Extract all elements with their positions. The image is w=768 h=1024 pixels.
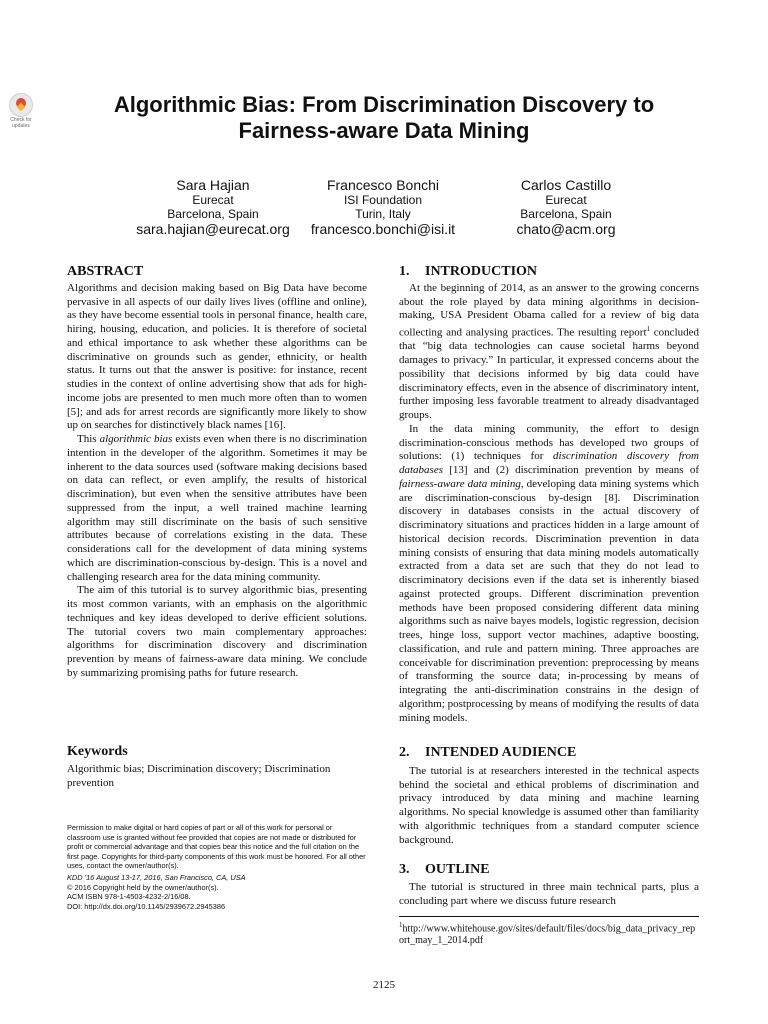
author-block-2 <box>290 177 476 237</box>
abstract-paragraph-1: Algorithms and decision making based on Big Data have become pervasive in all aspects of our daily lives lives (offline and online), as they have become essential tools in personal finance, health care, hiring, housing, education, and policies. It is therefore of societal and ethical importance to ask whether these algorithms can be discriminative on grounds such as gender, ethnicity, or health status. It turns out that the answer is positive: for instance, recent studies in the context of online advertising show that ads for high-income jobs are presented to men much more often than to women [5]; and ads for arrest records are significantly more likely to show up on searches for distinctively black names [16]. <box>67 281 367 432</box>
intended-audience-text: The tutorial is at researchers interested in the technical aspects behind the societal and ethical problems of discrimination and privacy introduced by data mining and machine learning algorithms. No special knowledge is assumed other than familiarity with algorithmic techniques from a standard computer science background. <box>399 764 699 846</box>
author-location: Barcelona, Spain <box>520 207 612 221</box>
left-column <box>67 265 367 681</box>
footnote <box>399 916 699 947</box>
author-org: Eurecat <box>192 193 234 207</box>
abstract-heading: ABSTRACT <box>67 264 144 279</box>
outline-section <box>399 863 699 908</box>
outline-heading: 3. OUTLINE <box>399 862 490 877</box>
badge-label: Check for updates <box>10 117 32 129</box>
intro-paragraph-2: In the data mining community, the effort to design discrimination-conscious methods has developed two groups of solutions: (1) techniques for discrimination discovery from databases [13] and (2) discrimination prevention by means of fairness-aware data mining, developing data mining systems which are discrimination-conscious by-design [8]. Discrimination discovery in databases consists in the actual discovery of discriminatory situations and practices hidden in a large amount of historical decision records. Discrimination prevention in data mining consists of ensuring that data mining models automatically extracted from a data set are such that they do not lead to discriminatory decisions even if the data set is inherently biased against protected groups. Different discrimination prevention methods have been proposed considering different data mining algorithms such as naive bayes models, logistic regression, decision trees, hinge loss, support vector machines, adaptive boosting, classification, and rule and pattern mining. Three approaches are conceivable for discrimination prevention: preprocessing by means of transforming the source data; in-processing by means of integrating the anti-discrimination constrains in the design of algorithm; postprocessing by means of modifying the results of data mining models. <box>399 422 699 724</box>
keywords-section <box>67 745 367 790</box>
conference-info: KDD '16 August 13-17, 2016, San Francisco, CA, USA <box>67 872 246 882</box>
author-name: Sara Hajian <box>176 177 250 193</box>
outline-text: The tutorial is structured in three main technical parts, plus a concluding part where we discuss future research <box>399 880 699 907</box>
footnote-marker[interactable]: 1 <box>646 325 651 333</box>
isbn-line: ACM ISBN 978-1-4503-4232-2/16/08. <box>67 892 191 902</box>
author-org: ISI Foundation <box>343 193 423 207</box>
author-location: Turin, Italy <box>355 207 411 221</box>
footnote-number: 1 <box>399 921 403 929</box>
doi-link[interactable]: DOI: http://dx.doi.org/10.1145/2939672.2945386 <box>67 901 226 911</box>
keywords-heading: Keywords <box>67 744 128 759</box>
author-name: Carlos Castillo <box>520 177 612 193</box>
abstract-paragraph-2: This algorithmic bias exists even when there is no discrimination intention in the developer of the algorithm. Sometimes it may be inherent to the data sources used (software making decisions based on data can reflect, or even amplify, the results of historical discrimination), but even when the sensitive attributes have been suppressed from the input, a well trained machine learning algorithm may still discriminate on the basis of such sensitive attributes because of correlations existing in the data. These considerations call for the development of data mining systems which are discrimination-conscious by-design. This is a novel and challenging research area for the data mining community. <box>67 433 368 583</box>
permission-text: Permission to make digital or hard copies of part or all of this work for personal or classroom use is granted without fee provided that copies are not made or distributed for profit or commercial advantage and that copies bear this notice and the full citation on the first page. Copyrights for third-party components of this work must be honored. For all other uses, contact the owner/author(s). <box>67 823 366 871</box>
author-block-1 <box>118 177 308 237</box>
intended-audience-heading: 2. INTENDED AUDIENCE <box>399 745 577 760</box>
page-number: 2125 <box>373 979 395 991</box>
intended-audience-section <box>399 746 699 847</box>
author-email[interactable]: chato@acm.org <box>516 221 616 237</box>
crossmark-icon <box>9 93 33 117</box>
paper-title <box>66 92 702 144</box>
abstract-paragraph-3: The aim of this tutorial is to survey algorithmic bias, presenting its most common variants, with an emphasis on the algorithmic techniques and key ideas developed to derive efficient solutions. The tutorial covers two main complementary approaches: algorithms for discrimination discovery and discrimination prevention by means of fairness-aware data mining. We conclude by summarizing promising paths for future research. <box>67 584 367 679</box>
author-block-3 <box>486 177 646 237</box>
intro-paragraph-1: At the beginning of 2014, as an answer to the growing concerns about the role played by data mining algorithms in decision-making, USA President Obama called for a review of big data collecting and analysing practices. The resulting report$^1$ concluded that “big data technologies can cause societal harms beyond damages to privacy.” In particular, it expressed concerns about the possibility that decisions informed by big data could have discriminatory effects, even in the absence of discriminatory intent, further imposing less favorable treatment to already disadvantaged groups. <box>399 281 700 422</box>
author-name: Francesco Bonchi <box>326 177 440 193</box>
footnote-url[interactable]: http://www.whitehouse.gov/sites/default/files/docs/big_data_privacy_report_may_1_2014.pdf <box>399 923 696 947</box>
title-line-2: Fairness-aware Data Mining <box>238 118 530 143</box>
permission-block <box>67 823 367 911</box>
introduction-section <box>399 265 699 725</box>
author-org: Eurecat <box>545 193 587 207</box>
keywords-text: Algorithmic bias; Discrimination discovery; Discrimination prevention <box>67 762 331 789</box>
author-email[interactable]: francesco.bonchi@isi.it <box>310 221 456 237</box>
algorithmic-bias-term: algorithmic bias <box>99 433 173 445</box>
title-line-1: Algorithmic Bias: From Discrimination Discovery to <box>113 92 655 117</box>
author-email[interactable]: sara.hajian@eurecat.org <box>136 221 290 237</box>
author-location: Barcelona, Spain <box>167 207 259 221</box>
copyright-line: © 2016 Copyright held by the owner/author(s). <box>67 882 219 892</box>
check-for-updates-badge[interactable] <box>6 93 36 129</box>
introduction-heading: 1. INTRODUCTION <box>399 264 538 279</box>
